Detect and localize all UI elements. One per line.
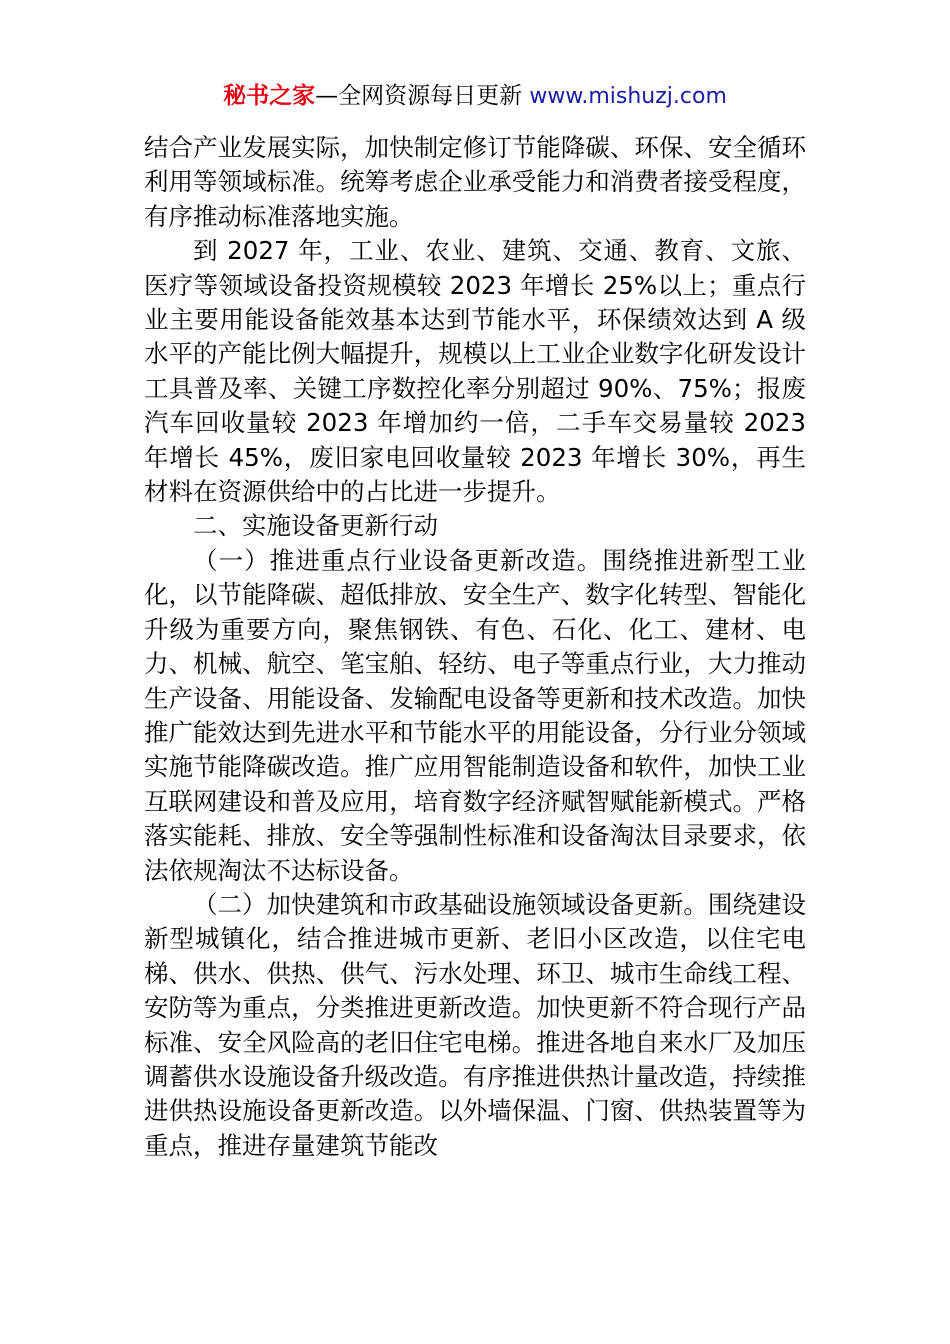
paragraph: 到 2027 年，工业、农业、建筑、交通、教育、文旅、医疗等领域设备投资规模较 2023 年增长 25%以上；重点行业主要用能设备能效基本达到节能水平，环保绩效达到 A 级水平的产能比例大幅提升，规模以上工业企业数字化研发设计工具普及率、关键工序数控化率分别超过 90%、75%；报废汽车回收量较 2023 年增加约一倍，二手车交易量较 2023 年增长 45%，废旧家电回收量较 2023 年增长 30%，再生材料在资源供给中的占比进一步提升。 [144,236,806,507]
paragraph: （二）加快建筑和市政基础设施领域设备更新。围绕建设新型城镇化，结合推进城市更新、老旧小区改造，以住宅电梯、供水、供热、供气、污水处理、环卫、城市生命线工程、安防等为重点，分类推进更新改造。加快更新不符合现行产品标准、安全风险高的老旧住宅电梯。推进各地自来水厂及加压调蓄供水设施设备升级改造。有序推进供热计量改造，持续推进供热设施设备更新改造。以外墙保温、门窗、供热装置等为重点，推进存量建筑节能改 [144,889,806,1160]
site-brand: 秘书之家 [223,83,316,109]
paragraph: 结合产业发展实际，加快制定修订节能降碳、环保、安全循环利用等领域标准。统筹考虑企业承受能力和消费者接受程度，有序推动标准落地实施。 [144,133,806,231]
document-body [144,131,806,1163]
site-url[interactable]: www.mishuzj.com [529,84,727,109]
paragraph: （一）推进重点行业设备更新改造。围绕推进新型工业化，以节能降碳、超低排放、安全生产、数字化转型、智能化升级为重要方向，聚焦钢铁、有色、石化、化工、建材、电力、机械、航空、笔宝舶、轻纺、电子等重点行业，大力推动生产设备、用能设备、发输配电设备等更新和技术改造。加快推广能效达到先进水平和节能水平的用能设备，分行业分领域实施节能降碳改造。推广应用智能制造设备和软件，加快工业互联网建设和普及应用，培育数字经济赋智赋能新模式。严格落实能耗、排放、安全等强制性标准和设备淘汰目录要求，依法依规淘汰不达标设备。 [144,545,806,885]
site-slogan: —全网资源每日更新 [315,83,530,109]
section-heading: 二、实施设备更新行动 [193,511,438,541]
page-header [0,80,950,113]
